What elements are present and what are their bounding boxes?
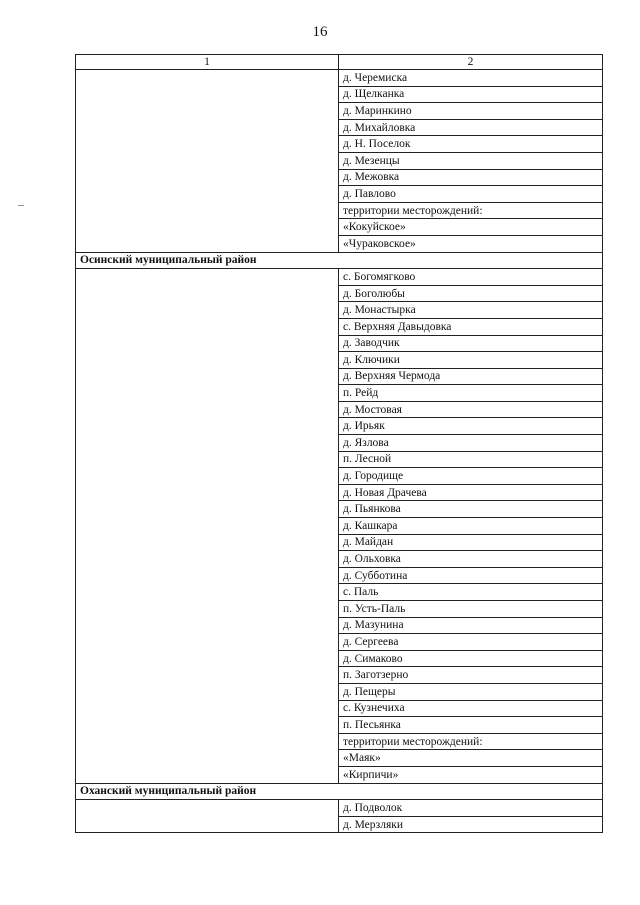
district-cell — [76, 103, 339, 120]
settlement-cell: п. Заготзерно — [339, 667, 603, 684]
district-cell — [76, 551, 339, 568]
district-cell — [76, 534, 339, 551]
settlement-cell: д. Заводчик — [339, 335, 603, 352]
settlement-cell: д. Боголюбы — [339, 285, 603, 302]
table-row — [76, 484, 603, 501]
settlement-cell: д. Язлова — [339, 435, 603, 452]
table-row — [76, 468, 603, 485]
settlement-cell: с. Верхняя Давыдовка — [339, 318, 603, 335]
district-cell — [76, 119, 339, 136]
settlement-cell: д. Маринкино — [339, 103, 603, 120]
settlement-cell: д. Ключики — [339, 352, 603, 369]
settlement-cell: д. Межовка — [339, 169, 603, 186]
district-cell — [76, 484, 339, 501]
table-row — [76, 136, 603, 153]
table-row — [76, 816, 603, 833]
table-row — [76, 750, 603, 767]
district-cell — [76, 70, 339, 87]
table-row — [76, 285, 603, 302]
table-row — [76, 451, 603, 468]
district-cell — [76, 650, 339, 667]
district-cell — [76, 269, 339, 286]
district-cell — [76, 816, 339, 833]
settlement-cell: территории месторождений: — [339, 202, 603, 219]
table-row — [76, 418, 603, 435]
district-cell — [76, 733, 339, 750]
district-cell — [76, 335, 339, 352]
table-row — [76, 86, 603, 103]
district-name: Осинский муниципальный район — [76, 252, 603, 269]
table-row — [76, 169, 603, 186]
settlement-cell: д. Сергеева — [339, 634, 603, 651]
settlement-cell: «Чураковское» — [339, 235, 603, 252]
settlement-cell: п. Песьянка — [339, 717, 603, 734]
district-cell — [76, 285, 339, 302]
district-cell — [76, 86, 339, 103]
settlement-cell: д. Пьянкова — [339, 501, 603, 518]
district-cell — [76, 318, 339, 335]
district-cell — [76, 800, 339, 817]
settlement-cell: д. Ольховка — [339, 551, 603, 568]
district-cell — [76, 501, 339, 518]
district-cell — [76, 567, 339, 584]
settlement-cell: д. Майдан — [339, 534, 603, 551]
settlement-cell: с. Кузнечиха — [339, 700, 603, 717]
district-cell — [76, 219, 339, 236]
district-cell — [76, 518, 339, 535]
table-row — [76, 717, 603, 734]
settlement-cell: д. Пещеры — [339, 683, 603, 700]
settlement-cell: д. Кашкара — [339, 518, 603, 535]
settlement-cell: п. Усть-Паль — [339, 601, 603, 618]
table-row — [76, 352, 603, 369]
district-cell — [76, 451, 339, 468]
district-cell — [76, 617, 339, 634]
district-cell — [76, 700, 339, 717]
district-cell — [76, 667, 339, 684]
table-row — [76, 70, 603, 87]
table-row — [76, 800, 603, 817]
district-cell — [76, 385, 339, 402]
table-row — [76, 401, 603, 418]
table-row — [76, 634, 603, 651]
settlement-cell: д. Мазунина — [339, 617, 603, 634]
table-row — [76, 152, 603, 169]
settlement-cell: д. Мерзляки — [339, 816, 603, 833]
table-row — [76, 103, 603, 120]
district-row — [76, 783, 603, 800]
settlement-cell: «Кирпичи» — [339, 766, 603, 783]
table-row — [76, 235, 603, 252]
table-row — [76, 368, 603, 385]
table-row — [76, 551, 603, 568]
column-header-2: 2 — [339, 55, 603, 70]
district-cell — [76, 435, 339, 452]
settlement-cell: д. Симаково — [339, 650, 603, 667]
table-header-row — [76, 55, 603, 70]
table-row — [76, 119, 603, 136]
district-cell — [76, 186, 339, 203]
district-cell — [76, 202, 339, 219]
settlement-cell: д. Н. Поселок — [339, 136, 603, 153]
table-row — [76, 501, 603, 518]
table-row — [76, 650, 603, 667]
district-cell — [76, 302, 339, 319]
table-row — [76, 534, 603, 551]
settlement-cell: «Маяк» — [339, 750, 603, 767]
table-row — [76, 700, 603, 717]
settlement-cell: «Кокуйское» — [339, 219, 603, 236]
table-row — [76, 766, 603, 783]
settlement-cell: территории месторождений: — [339, 733, 603, 750]
table-row — [76, 186, 603, 203]
table-row — [76, 302, 603, 319]
table-row — [76, 385, 603, 402]
settlement-cell: д. Мостовая — [339, 401, 603, 418]
district-cell — [76, 401, 339, 418]
settlement-cell: д. Мезенцы — [339, 152, 603, 169]
settlement-cell: д. Городище — [339, 468, 603, 485]
settlement-cell: д. Павлово — [339, 186, 603, 203]
table-row — [76, 601, 603, 618]
table-row — [76, 318, 603, 335]
table-row — [76, 435, 603, 452]
district-cell — [76, 717, 339, 734]
settlement-cell: д. Новая Драчева — [339, 484, 603, 501]
district-cell — [76, 601, 339, 618]
settlement-cell: п. Рейд — [339, 385, 603, 402]
settlements-table — [75, 54, 603, 833]
table-row — [76, 202, 603, 219]
margin-mark — [18, 205, 24, 206]
settlement-cell: д. Черемиска — [339, 70, 603, 87]
settlement-cell: д. Ирьяк — [339, 418, 603, 435]
district-cell — [76, 352, 339, 369]
settlement-cell: д. Монастырка — [339, 302, 603, 319]
district-cell — [76, 235, 339, 252]
column-header-1: 1 — [76, 55, 339, 70]
district-cell — [76, 152, 339, 169]
district-cell — [76, 418, 339, 435]
table-row — [76, 733, 603, 750]
settlement-cell: п. Лесной — [339, 451, 603, 468]
settlement-cell: д. Щелканка — [339, 86, 603, 103]
table-row — [76, 683, 603, 700]
district-cell — [76, 634, 339, 651]
table-row — [76, 269, 603, 286]
page-number: 16 — [312, 24, 328, 40]
district-cell — [76, 750, 339, 767]
table-row — [76, 584, 603, 601]
district-cell — [76, 683, 339, 700]
settlement-cell: с. Богомягково — [339, 269, 603, 286]
settlement-cell: д. Субботина — [339, 567, 603, 584]
district-cell — [76, 468, 339, 485]
table-row — [76, 518, 603, 535]
table-row — [76, 335, 603, 352]
table-row — [76, 219, 603, 236]
district-cell — [76, 584, 339, 601]
table-row — [76, 567, 603, 584]
district-cell — [76, 766, 339, 783]
district-cell — [76, 136, 339, 153]
district-cell — [76, 368, 339, 385]
table-row — [76, 667, 603, 684]
district-name: Оханский муниципальный район — [76, 783, 603, 800]
settlement-cell: с. Паль — [339, 584, 603, 601]
settlement-cell: д. Михайловка — [339, 119, 603, 136]
table-body — [76, 70, 603, 833]
table-row — [76, 617, 603, 634]
settlement-cell: д. Верхняя Чермода — [339, 368, 603, 385]
district-row — [76, 252, 603, 269]
settlement-cell: д. Подволок — [339, 800, 603, 817]
district-cell — [76, 169, 339, 186]
